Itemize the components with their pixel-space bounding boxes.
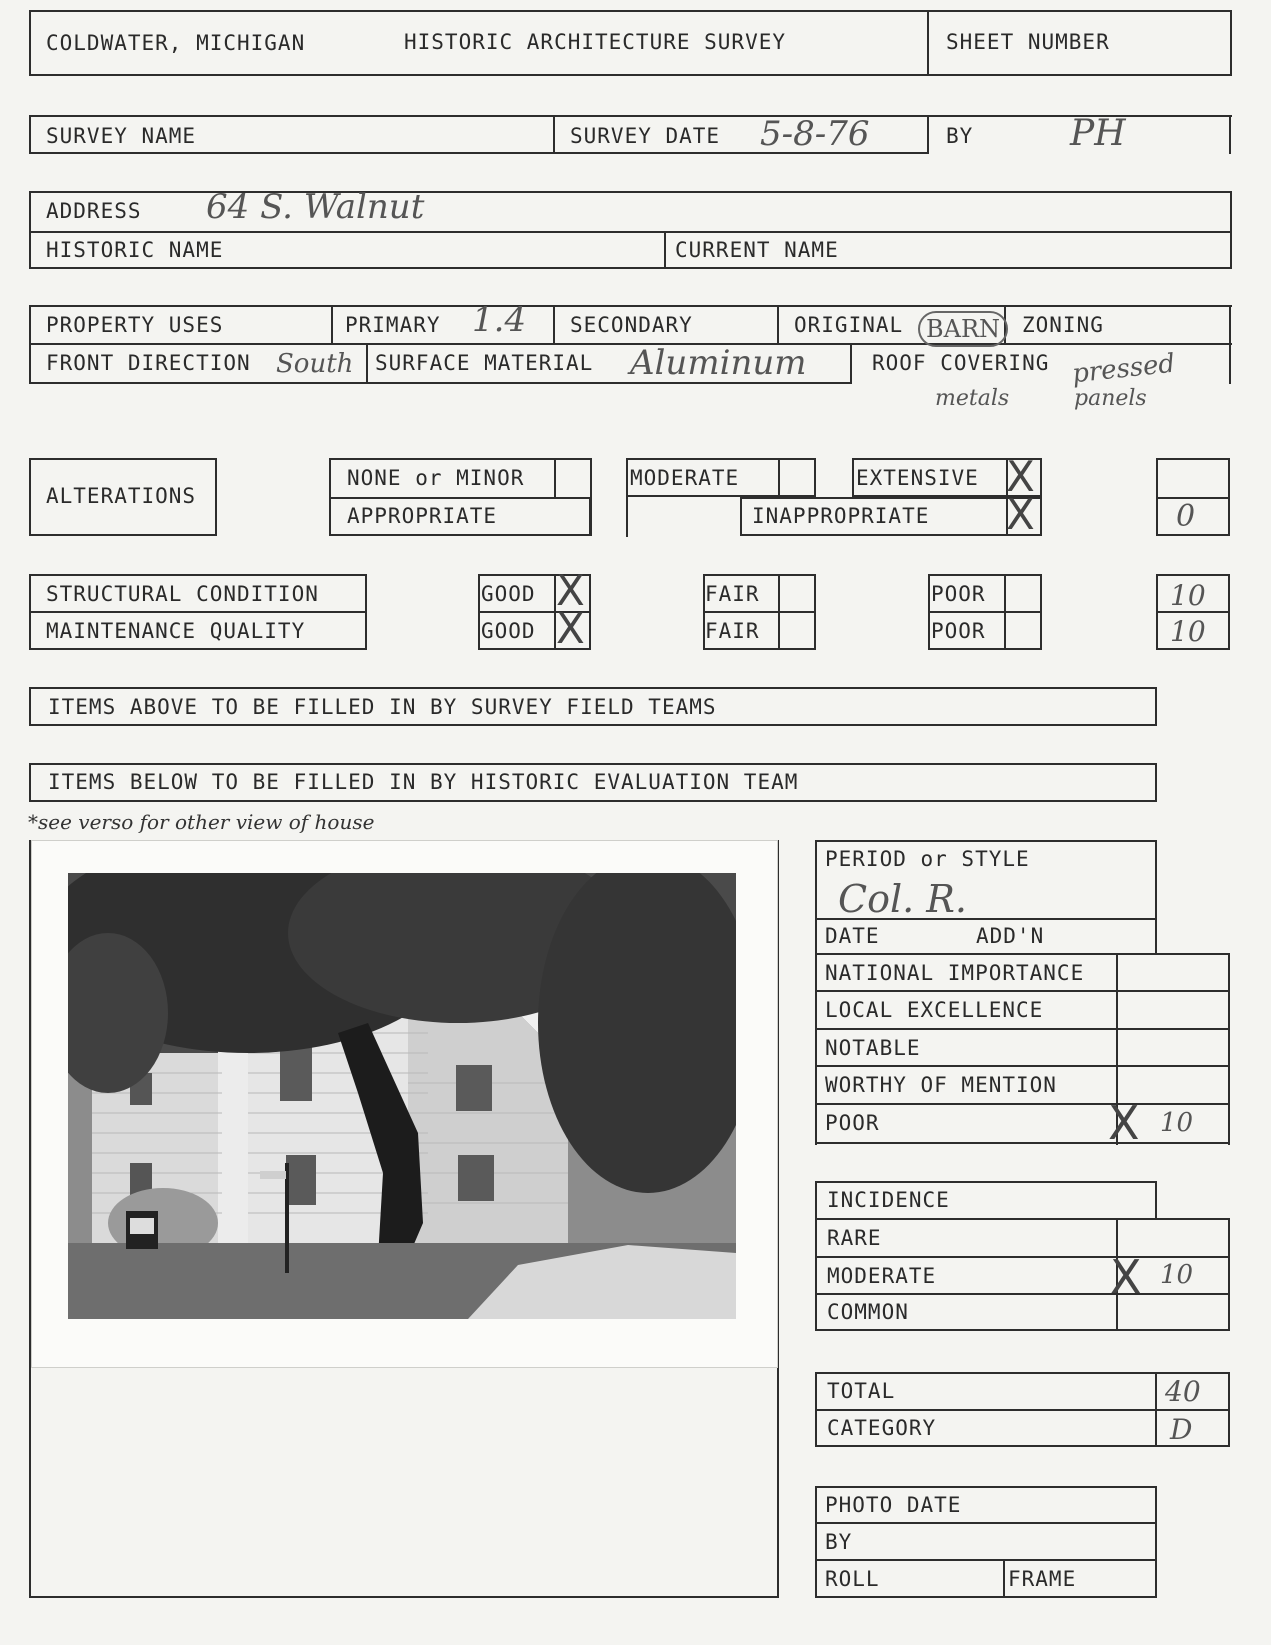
survey-date-label: SURVEY DATE [570, 124, 721, 148]
secondary-label: SECONDARY [570, 313, 693, 337]
field-teams-note: ITEMS ABOVE TO BE FILLED IN BY SURVEY FIELD TEAMS [48, 695, 717, 719]
maintenance-good-check: X [556, 604, 585, 653]
house-photo [68, 873, 736, 1319]
addn-label: ADD'N [976, 924, 1045, 948]
structural-poor-option[interactable]: POOR [931, 582, 986, 606]
maintenance-poor-option[interactable]: POOR [931, 619, 986, 643]
photo-date-label: PHOTO DATE [825, 1493, 962, 1517]
maintenance-score: 10 [1170, 615, 1206, 648]
sheet-number-label: SHEET NUMBER [946, 30, 1110, 54]
poor-check-mark: X [1108, 1096, 1140, 1150]
survey-row-top [29, 115, 1232, 117]
roof-note-pressed: pressed [1070, 348, 1177, 390]
survey-title: HISTORIC ARCHITECTURE SURVEY [404, 30, 787, 54]
national-importance-option[interactable]: NATIONAL IMPORTANCE [825, 961, 1085, 985]
historic-name-label: HISTORIC NAME [46, 238, 224, 262]
header-divider [927, 10, 929, 76]
period-style-value: Col. R. [838, 877, 967, 921]
city-title: COLDWATER, MICHIGAN [46, 31, 306, 55]
poor-score: 10 [1160, 1108, 1194, 1138]
surface-material-label: SURFACE MATERIAL [375, 351, 594, 375]
structural-condition-label: STRUCTURAL CONDITION [46, 582, 319, 606]
inappropriate-check-mark: X [1006, 490, 1035, 539]
roof-covering-label: ROOF COVERING [872, 351, 1050, 375]
by-label: BY [946, 124, 974, 148]
maintenance-quality-label: MAINTENANCE QUALITY [46, 619, 306, 643]
worthy-of-mention-option[interactable]: WORTHY OF MENTION [825, 1073, 1057, 1097]
total-label: TOTAL [827, 1379, 896, 1403]
photo-by-label: BY [825, 1530, 853, 1554]
extensive-option[interactable]: EXTENSIVE [856, 466, 979, 490]
front-direction-label: FRONT DIRECTION [46, 351, 251, 375]
current-name-label: CURRENT NAME [675, 238, 839, 262]
front-direction-value: South [276, 349, 354, 379]
structural-good-option[interactable]: GOOD [481, 582, 536, 606]
maintenance-fair-option[interactable]: FAIR [705, 619, 760, 643]
address-value: 64 S. Walnut [206, 187, 425, 227]
incidence-moderate-option[interactable]: MODERATE [827, 1264, 937, 1288]
zoning-label: ZONING [1022, 313, 1104, 337]
frame-label: FRAME [1008, 1567, 1077, 1591]
incidence-moderate-score: 10 [1160, 1260, 1194, 1290]
house-photo-illustration [68, 873, 736, 1319]
poor-option[interactable]: POOR [825, 1111, 880, 1135]
evaluation-team-note: ITEMS BELOW TO BE FILLED IN BY HISTORIC EVALUATION TEAM [48, 770, 799, 794]
period-style-label: PERIOD or STYLE [825, 847, 1030, 871]
structural-good-check: X [556, 566, 585, 615]
extensive-check-mark: X [1006, 452, 1035, 501]
incidence-moderate-check: X [1110, 1250, 1142, 1304]
rare-option[interactable]: RARE [827, 1226, 882, 1250]
primary-value: 1.4 [472, 300, 527, 340]
common-option[interactable]: COMMON [827, 1300, 909, 1324]
maintenance-good-option[interactable]: GOOD [481, 619, 536, 643]
appropriate-option[interactable]: APPROPRIATE [347, 504, 498, 528]
original-label: ORIGINAL [794, 313, 904, 337]
local-excellence-option[interactable]: LOCAL EXCELLENCE [825, 998, 1044, 1022]
inappropriate-option[interactable]: INAPPROPRIATE [752, 504, 930, 528]
verso-note: *see verso for other view of house [28, 810, 375, 834]
address-label: ADDRESS [46, 199, 142, 223]
category-value: D [1170, 1413, 1193, 1446]
survey-date-value: 5-8-76 [760, 114, 870, 154]
structural-fair-option[interactable]: FAIR [705, 582, 760, 606]
primary-label: PRIMARY [345, 313, 441, 337]
original-value: BARN [918, 311, 1008, 347]
incidence-label: INCIDENCE [827, 1188, 950, 1212]
surface-material-value: Aluminum [630, 343, 807, 383]
structural-score: 10 [1170, 579, 1206, 612]
category-label: CATEGORY [827, 1416, 937, 1440]
alterations-label: ALTERATIONS [46, 484, 197, 508]
by-value: PH [1070, 113, 1126, 154]
survey-name-label: SURVEY NAME [46, 124, 197, 148]
date-label: DATE [825, 924, 880, 948]
total-value: 40 [1165, 1375, 1201, 1408]
notable-option[interactable]: NOTABLE [825, 1036, 921, 1060]
alterations-score: 0 [1176, 499, 1196, 534]
none-minor-option[interactable]: NONE or MINOR [347, 466, 525, 490]
roll-label: ROLL [825, 1567, 880, 1591]
moderate-option[interactable]: MODERATE [630, 466, 740, 490]
property-uses-label: PROPERTY USES [46, 313, 224, 337]
roof-note-panels: panels [1074, 386, 1147, 411]
roof-note-metals: metals [935, 386, 1010, 411]
